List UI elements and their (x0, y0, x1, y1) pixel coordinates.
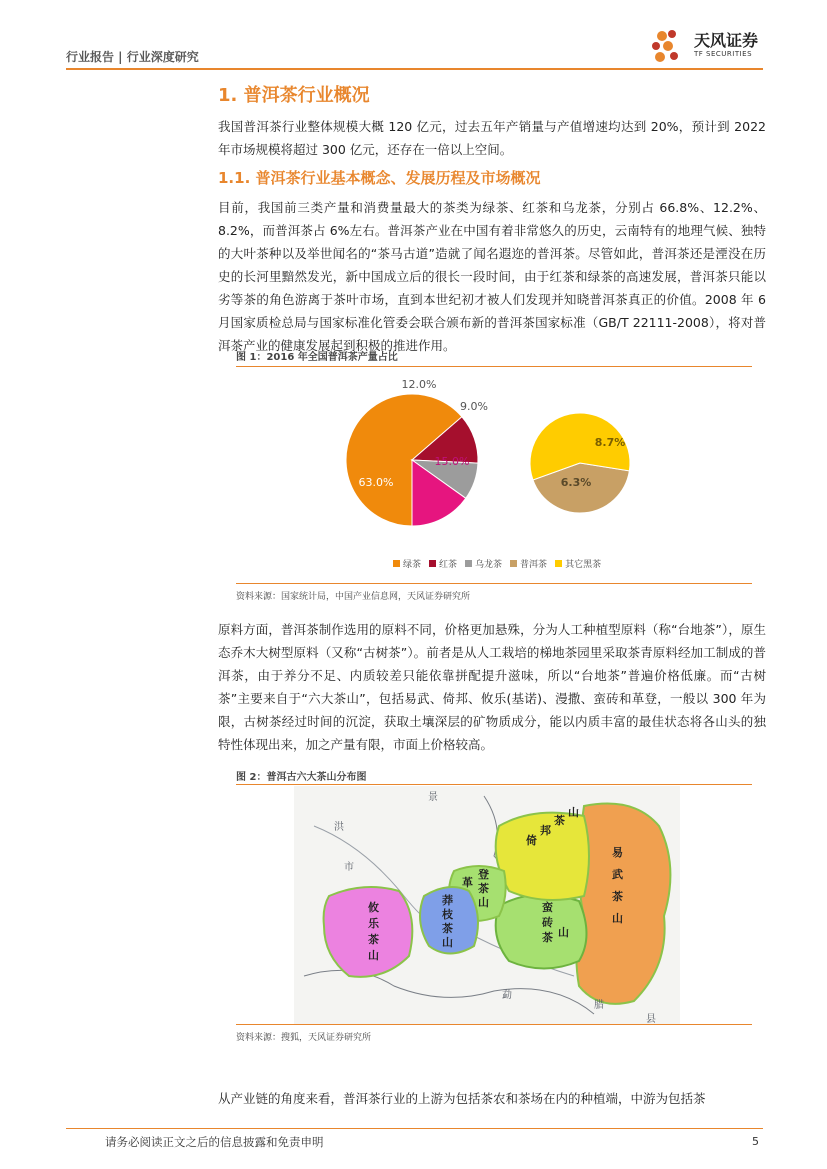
figure1-source: 资料来源：国家统计局，中国产业信息网，天风证券研究所 (236, 592, 471, 602)
pie-data-label: 12.0% (401, 378, 437, 391)
logo-text-cn: 天风证券 (694, 31, 759, 50)
map-mansa-char: 山 (442, 936, 453, 949)
figure1-bottom-rule (236, 583, 752, 584)
legend-label: 乌龙茶 (475, 560, 503, 570)
map-manzhuan-char: 山 (558, 926, 569, 939)
figure2-rule (236, 784, 752, 785)
figure2-bottom-rule (236, 1024, 752, 1025)
header-rule (66, 68, 763, 70)
map-yiwu-char: 茶 (612, 890, 623, 903)
map-gedeng-char: 山 (478, 896, 489, 909)
map-yiwu-char: 山 (612, 912, 623, 925)
map-yiwu-char: 易 (612, 846, 623, 859)
pie-chart-area (236, 370, 752, 580)
map-gedeng-char: 登 (478, 868, 489, 881)
pie-chart (236, 370, 752, 555)
map-youle-char: 山 (368, 949, 379, 962)
figure2-title: 图 2：普洱古六大茶山分布图 (236, 772, 367, 783)
legend-item (510, 557, 547, 570)
section-heading-1: 1. 普洱茶行业概况 (218, 85, 370, 106)
logo-mark-icon (648, 26, 690, 68)
raw-material-paragraph: 原料方面，普洱茶制作选用的原料不同，价格更加悬殊，分为人工种植型原料（称“台地茶”），原生态乔木大树型原料（又称“古树茶”）。前者是从人工栽培的梯地茶园里采取茶青原料经加工制成的普洱茶，由于养分不足、内质较差只能依靠拼配提升滋味，所以“台地茶”普遍价格低廉。而“古树茶”主要来自于“六大茶山”，包括易武、倚邦、攸乐(基诺)、漫撒、蛮砖和革登，一般以 300 年为限，古树茶经过时间的沉淀，获取土壤深层的矿物质成分，能以内质丰富的最佳状态将各山头的独特性体现出来，加之产量有限，市面上价格较高。 (218, 622, 766, 752)
legend-label: 普洱茶 (520, 560, 548, 570)
map-yiwu-char: 武 (612, 868, 623, 881)
page-header-label: 行业报告 | 行业深度研究 (66, 50, 199, 64)
legend-swatch (429, 560, 436, 567)
figure1-rule (236, 366, 752, 367)
map-mansa-char: 茶 (442, 922, 453, 935)
page-number: 5 (752, 1135, 759, 1148)
map-yibang-char: 山 (568, 806, 579, 819)
map-manzhuan-char: 砖 (542, 916, 553, 929)
logo-text-en: TF SECURITIES (694, 50, 753, 58)
map-youle-char: 攸 (368, 901, 379, 914)
yiwu-region (576, 804, 670, 1004)
map-yibang-char: 茶 (554, 814, 565, 827)
legend-swatch (555, 560, 562, 567)
legend-label: 其它黑茶 (565, 560, 602, 570)
map-youle-char: 乐 (368, 917, 379, 930)
map-label-hong: 洪 (334, 822, 344, 833)
map-youle-char: 茶 (368, 933, 379, 946)
pie-data-label: 8.7% (594, 436, 626, 449)
footer-rule (66, 1128, 763, 1129)
map-gedeng-char: 革 (462, 876, 473, 889)
map-label-le: 勐 (502, 990, 512, 1001)
map-yibang-char: 邦 (540, 824, 551, 837)
industry-chain-paragraph: 从产业链的角度来看，普洱茶行业的上游为包括茶农和茶场在内的种植端，中游为包括茶 (218, 1091, 706, 1106)
legend-item (555, 557, 601, 570)
overview-paragraph: 目前，我国前三类产量和消费量最大的茶类为绿茶、红茶和乌龙茶，分别占 66.8%、12.2%、8.2%，而普洱茶占 6%左右。普洱茶产业在中国有着非常悠久的历史，云南特有的地理气候、独特的大叶茶种以及举世闻名的“茶马古道”造就了闻名遐迩的普洱茶。尽管如此，普洱茶还是湮没在历史的长河里黯然发光，新中国成立后的很长一段时间，由于红茶和绿茶的高速发展，普洱茶只能以劣等茶的角色游离于茶叶市场，直到本世纪初才被人们发现并知晓普洱茶真正的价值。2008 年 6 月国家质检总局与国家标准化管委会联合颁布新的普洱茶国家标准（GB/T 22111-2008），将对普洱茶产业的健康发展起到积极的推进作用。 (218, 200, 766, 353)
intro-paragraph: 我国普洱茶行业整体规模大概 120 亿元，过去五年产销量与产值增速均达到 20%，预计到 2022 年市场规模将超过 300 亿元，还存在一倍以上空间。 (218, 119, 766, 157)
legend-swatch (510, 560, 517, 567)
map-yibang-char: 倚 (526, 834, 537, 847)
tea-mountain-map (294, 786, 680, 1024)
map-label-xian: 县 (646, 1014, 656, 1024)
legend-item (465, 557, 502, 570)
legend-swatch (465, 560, 472, 567)
map-graphic (294, 786, 680, 1024)
map-mansa-char: 莽 (442, 894, 453, 907)
figure2-source: 资料来源：搜狐，天风证券研究所 (236, 1033, 372, 1043)
legend-label: 绿茶 (403, 560, 422, 570)
pie-data-label: 15.0% (434, 455, 470, 468)
map-label-shi: 市 (344, 862, 354, 873)
legend-item (393, 557, 421, 570)
chart-legend (393, 557, 601, 570)
map-manzhuan-char: 蛮 (542, 901, 553, 914)
figure1-title: 图 1：2016 年全国普洱茶产量占比 (236, 352, 398, 363)
legend-item (429, 557, 457, 570)
pie-data-label: 6.3% (560, 476, 592, 489)
map-label-la: 腊 (594, 1000, 604, 1011)
boundary-line (304, 970, 594, 1014)
legend-swatch (393, 560, 400, 567)
legend-label: 红茶 (439, 560, 458, 570)
brand-logo (648, 26, 763, 68)
footer-disclaimer: 请务必阅读正文之后的信息披露和免责申明 (105, 1135, 324, 1149)
pie-data-label: 63.0% (358, 476, 394, 489)
map-mansa-char: 枝 (442, 908, 453, 921)
map-label-jing: 景 (428, 792, 438, 803)
section-heading-1-1: 1.1. 普洱茶行业基本概念、发展历程及市场概况 (218, 169, 541, 187)
map-gedeng-char: 茶 (478, 882, 489, 895)
map-manzhuan-char: 茶 (542, 931, 553, 944)
pie-data-label: 9.0% (460, 400, 488, 413)
